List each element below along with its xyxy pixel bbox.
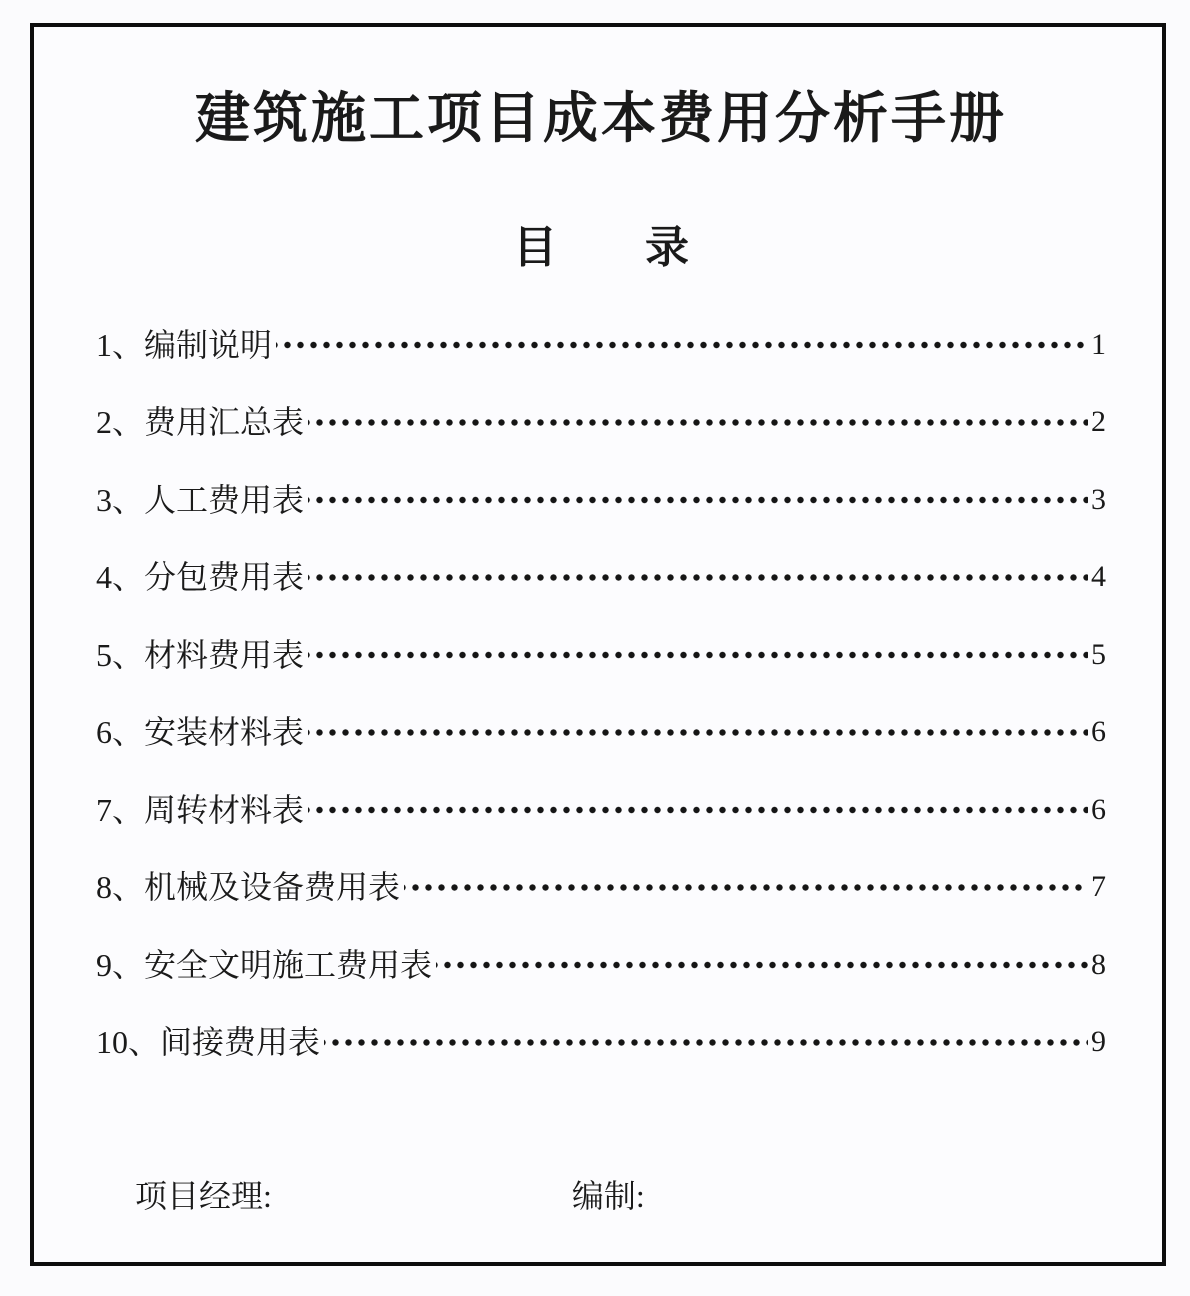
toc-heading-char-left: 目 [513, 223, 557, 272]
dot-leader [436, 926, 1088, 1004]
toc-entry-label: 8、机械及设备费用表 [96, 869, 401, 906]
toc-entry-label: 6、安装材料表 [96, 714, 305, 751]
dot-leader [404, 849, 1088, 927]
toc-heading-char-right: 录 [645, 223, 689, 272]
dot-leader [324, 1004, 1088, 1082]
toc-entry-label: 5、材料费用表 [96, 636, 305, 673]
toc-entry-page-number: 3 [1091, 482, 1106, 516]
toc-entry-page-number: 8 [1091, 947, 1106, 981]
toc-entry-page-number: 4 [1091, 560, 1106, 594]
toc-entry-page-number: 2 [1091, 405, 1106, 439]
toc-entry [96, 1004, 1106, 1082]
toc-entry [96, 461, 1106, 539]
toc-entry-label: 10、间接费用表 [96, 1024, 321, 1061]
toc-entry-page-number: 9 [1091, 1025, 1106, 1059]
toc-entry [96, 694, 1106, 772]
toc-entry [96, 616, 1106, 694]
dot-leader [308, 771, 1088, 849]
toc-entry-label: 2、费用汇总表 [96, 404, 305, 441]
project-manager-label: 项目经理: [135, 1178, 272, 1214]
toc-entry-page-number: 1 [1091, 327, 1106, 361]
toc-entry-page-number: 7 [1091, 870, 1106, 904]
toc-entry [96, 771, 1106, 849]
compiler-label: 编制: [571, 1178, 645, 1214]
dot-leader [276, 306, 1088, 384]
dot-leader [308, 616, 1088, 694]
dot-leader [308, 461, 1088, 539]
toc-entry [96, 306, 1106, 384]
dot-leader [308, 539, 1088, 617]
toc-entry-page-number: 5 [1091, 637, 1106, 671]
toc-heading [96, 223, 1106, 272]
toc-entry-label: 7、周转材料表 [96, 791, 305, 828]
toc-list [96, 306, 1106, 1081]
toc-entry [96, 926, 1106, 1004]
signature-line [96, 1177, 1106, 1215]
document-title: 建筑施工项目成本费用分析手册 [194, 88, 1007, 149]
toc-entry-label: 3、人工费用表 [96, 481, 305, 518]
toc-entry-page-number: 6 [1091, 715, 1106, 749]
toc-entry-label: 9、安全文明施工费用表 [96, 946, 433, 983]
toc-entry-label: 1、编制说明 [96, 326, 273, 363]
toc-entry-page-number: 6 [1091, 792, 1106, 826]
page-border-frame [30, 23, 1166, 1266]
toc-entry [96, 539, 1106, 617]
dot-leader [308, 384, 1088, 462]
toc-entry-label: 4、分包费用表 [96, 559, 305, 596]
dot-leader [308, 694, 1088, 772]
toc-entry [96, 384, 1106, 462]
toc-entry [96, 849, 1106, 927]
